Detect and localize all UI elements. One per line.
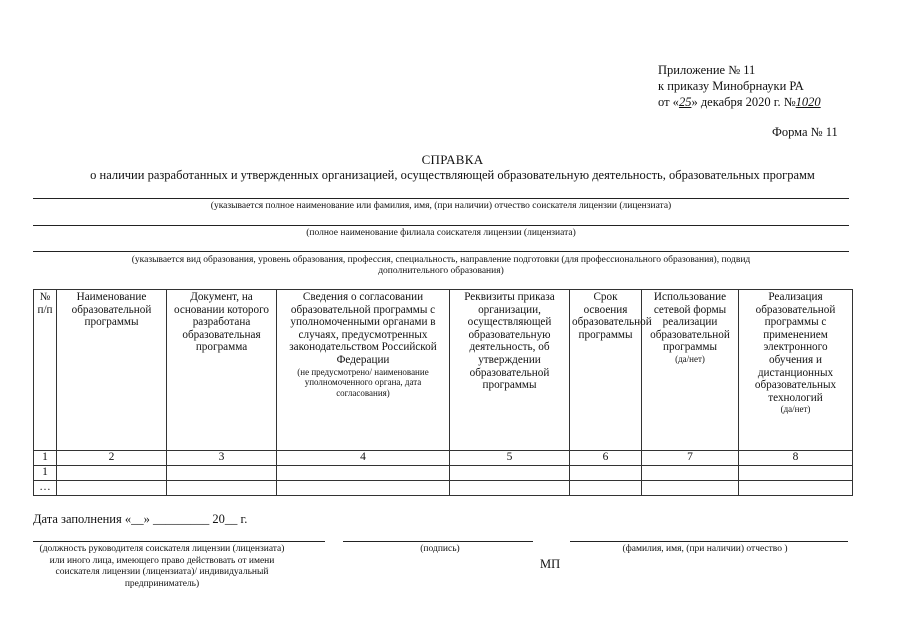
table-header-row [34, 290, 853, 451]
applicant-name-line [33, 198, 849, 199]
header-cell-order-details: Реквизиты приказа организации, осуществляющей образовательную деятельность, об утверждении образовательной программы [450, 290, 570, 451]
form-label: Форма № 11 [772, 125, 838, 139]
header-note-elearning: (да/нет) [780, 404, 811, 415]
table-cell[interactable]: 1 [34, 466, 57, 481]
table-cell[interactable] [167, 466, 277, 481]
header-cell-duration: Срок освоения образовательной программы [570, 290, 642, 451]
table-cell[interactable] [57, 466, 167, 481]
table-row [34, 481, 853, 496]
header-note-network: (да/нет) [675, 353, 705, 364]
table-cell[interactable] [739, 466, 853, 481]
table-cell[interactable] [450, 481, 570, 496]
appendix-number: Приложение № 11 [658, 63, 756, 77]
header-cell-approval-info: Сведения о согласовании образовательной программы с уполномоченными органами в случаях, предусмотренных законодательством Российской Федерации (не предусмотрено/ наименование уполномоченного органа, дата согласования) [277, 290, 450, 451]
education-kind-hint-1: (указывается вид образования, уровень образования, профессия, специальность, направление подготовки (для профессионального образования), подвид [131, 255, 751, 265]
fill-date: Дата заполнения «__» _________ 20__ г. [33, 512, 248, 526]
table-cell[interactable] [167, 481, 277, 496]
column-number: 5 [450, 451, 570, 466]
table-cell[interactable]: … [34, 481, 57, 496]
table-cell[interactable] [570, 466, 642, 481]
signature-label: (подпись) [420, 544, 460, 554]
header-cell-number: № п/п [34, 290, 57, 451]
order-reference [658, 62, 821, 110]
column-number: 1 [34, 451, 57, 466]
signature-line [343, 541, 533, 542]
header-cell-network-form: Использование сетевой формы реализации образовательной программы (да/нет) [642, 290, 739, 451]
column-number: 6 [570, 451, 642, 466]
document-title: СПРАВКА [421, 152, 484, 167]
branch-name-line [33, 225, 849, 226]
order-number: 1020 [795, 95, 821, 109]
table-cell[interactable] [739, 481, 853, 496]
table-cell[interactable] [277, 466, 450, 481]
table-cell[interactable] [642, 466, 739, 481]
applicant-hint: (указывается полное наименование или фамилия, имя, (при наличии) отчество соискателя лицензии (лицензиата) [210, 201, 672, 211]
education-kind-line [33, 251, 849, 252]
table-cell[interactable] [57, 481, 167, 496]
table-cell[interactable] [642, 481, 739, 496]
position-signature-line [33, 541, 325, 542]
table-cell[interactable] [450, 466, 570, 481]
column-number: 7 [642, 451, 739, 466]
table-cell[interactable] [570, 481, 642, 496]
header-note-approval: (не предусмотрено/ наименование уполномоченного органа, дата согласования) [297, 366, 429, 398]
column-number: 8 [739, 451, 853, 466]
column-number: 2 [57, 451, 167, 466]
table-row [34, 466, 853, 481]
order-date-line: от «25» декабря 2020 г. №1020 [658, 95, 821, 109]
header-cell-program-name: Наименование образовательной программы [57, 290, 167, 451]
column-number: 4 [277, 451, 450, 466]
document-subtitle: о наличии разработанных и утвержденных организацией, осуществляющей образовательную деятельность, образовательных программ [90, 168, 815, 182]
education-kind-hint-2: дополнительного образования) [378, 266, 504, 276]
header-cell-e-learning: Реализация образовательной программы с применением электронного обучения и дистанционных образовательных технологий (да/нет) [739, 290, 853, 451]
stamp-label: МП [540, 557, 561, 571]
table-cell[interactable] [277, 481, 450, 496]
branch-hint: (полное наименование филиала соискателя лицензии (лицензиата) [306, 228, 576, 238]
position-label: (должность руководителя соискателя лицензии (лицензиата) или иного лица, имеющего право действовать от имени соискателя лицензии (лицензиата)/ индивидуальный предприниматель) [39, 544, 285, 589]
order-day: 25 [678, 95, 692, 109]
header-cell-basis-document: Документ, на основании которого разработана образовательная программа [167, 290, 277, 451]
column-number-row [34, 451, 853, 466]
name-label: (фамилия, имя, (при наличии) отчество ) [622, 544, 788, 554]
column-number: 3 [167, 451, 277, 466]
order-issuer: к приказу Минобрнауки РА [658, 79, 804, 93]
full-name-line [570, 541, 848, 542]
programs-table [33, 289, 853, 496]
